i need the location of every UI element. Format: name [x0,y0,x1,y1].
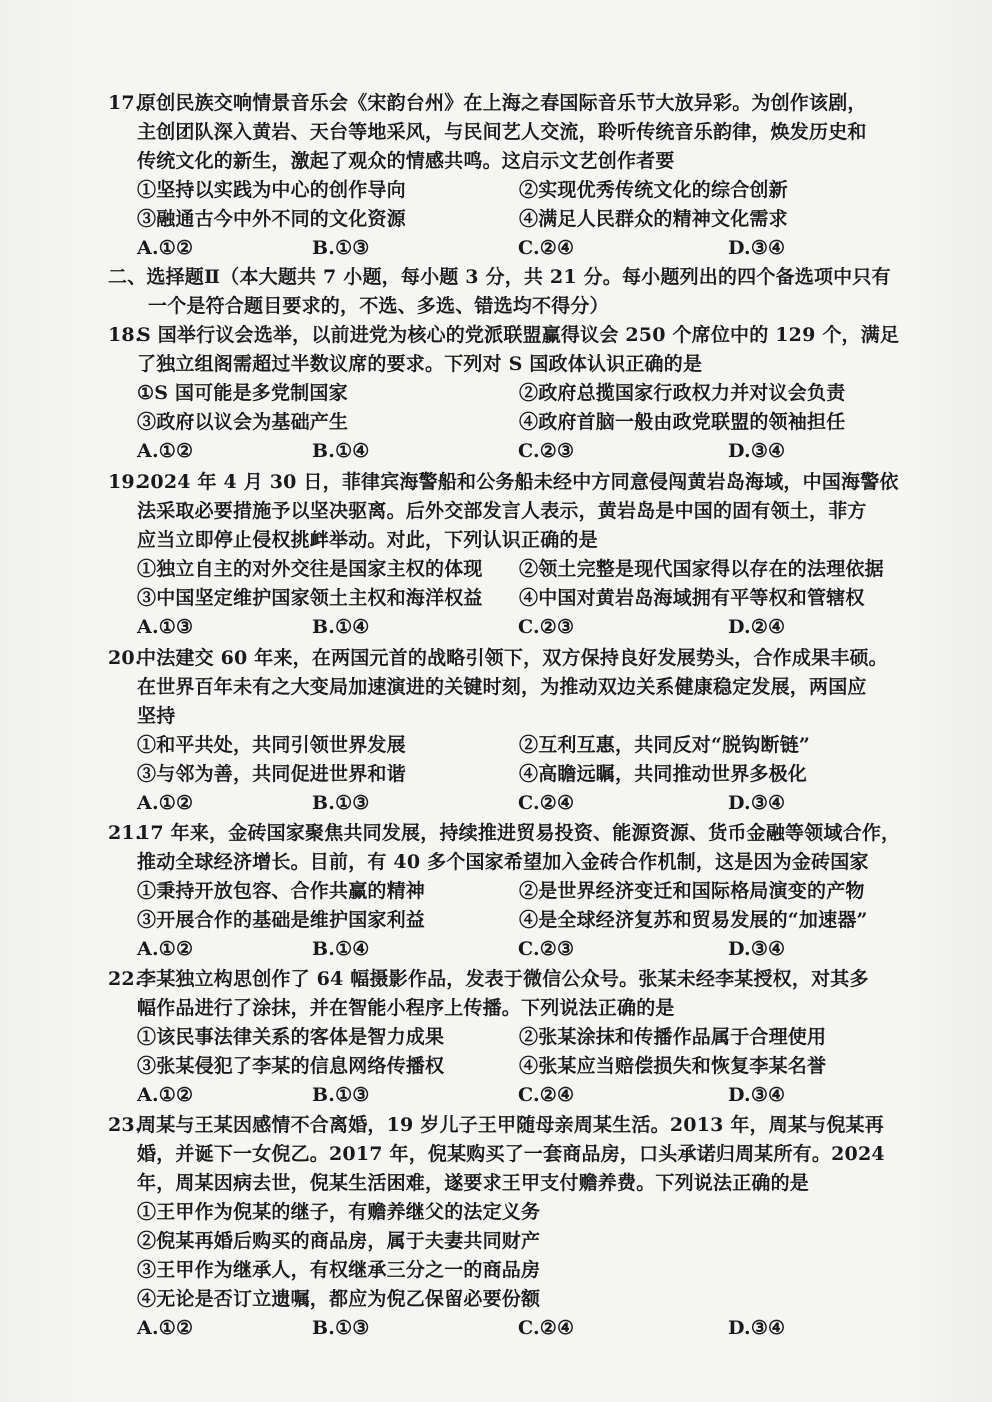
question-text-line: 年，周某因病去世，倪某生活困难，遂要求王甲支付赡养费。下列说法正确的是 [137,1172,810,1194]
answer-d: D.③④ [728,792,786,814]
question-number: 22. [108,968,142,990]
question-text-line: 在世界百年未有之大变局加速演进的关键时刻，为推动双边关系健康稳定发展，两国应 [137,676,867,698]
answer-a: A.①② [137,1317,194,1339]
answer-d: D.③④ [728,237,786,259]
answer-c: C.②③ [518,616,575,638]
question-text-line: 17 年来，金砖国家聚焦共同发展，持续推进贸易投资、能源资源、货币金融等领域合作， [137,822,901,844]
answer-d: D.③④ [728,938,786,960]
answer-c: C.②④ [518,1084,575,1106]
question-text-line: 法采取必要措施予以坚决驱离。后外交部发言人表示，黄岩岛是中国的固有领土，菲方 [137,500,867,522]
question-text-line: 中法建交 60 年来，在两国元首的战略引领下，双方保持良好发展势头，合作成果丰硕。 [137,647,888,669]
option-4: ④无论是否订立遗嘱，都应为倪乙保留必要份额 [137,1288,541,1310]
answer-a: A.①③ [137,616,194,638]
answer-b: B.①④ [312,440,370,462]
option-2: ②是世界经济变迁和国际格局演变的产物 [519,880,865,902]
question-text-line: 原创民族交响情景音乐会《宋韵台州》在上海之春国际音乐节大放异彩。为创作该剧， [137,92,867,114]
option-1: ①王甲作为倪某的继子，有赡养继父的法定义务 [137,1201,541,1223]
answer-a: A.①② [137,938,194,960]
answer-a: A.①② [137,792,194,814]
option-1: ①秉持开放包容、合作共赢的精神 [137,880,426,902]
answer-b: B.①③ [312,237,370,259]
option-2: ②倪某再婚后购买的商品房，属于夫妻共同财产 [137,1230,541,1252]
option-2: ②政府总揽国家行政权力并对议会负责 [519,382,846,404]
answer-c: C.②④ [518,237,575,259]
option-4: ④是全球经济复苏和贸易发展的“加速器” [519,909,868,931]
answer-b: B.①④ [312,938,370,960]
answer-d: D.②④ [728,616,786,638]
section-heading-line: 二、选择题Ⅱ（本大题共 7 小题，每小题 3 分，共 21 分。每小题列出的四个备选项中只有 [108,266,891,288]
option-3: ③中国坚定维护国家领土主权和海洋权益 [137,587,483,609]
answer-d: D.③④ [728,1317,786,1339]
option-2: ②张某涂抹和传播作品属于合理使用 [519,1026,827,1048]
option-4: ④高瞻远瞩，共同推动世界多极化 [519,763,808,785]
option-4: ④中国对黄岩岛海域拥有平等权和管辖权 [519,587,865,609]
option-3: ③王甲作为继承人，有权继承三分之一的商品房 [137,1259,541,1281]
question-text-line: 应当立即停止侵权挑衅举动。对此，下列认识正确的是 [137,529,598,551]
question-text-line: 传统文化的新生，激起了观众的情感共鸣。这启示文艺创作者要 [137,150,675,172]
question-number: 19. [108,471,142,493]
option-1: ①和平共处，共同引领世界发展 [137,734,406,756]
answer-c: C.②③ [518,938,575,960]
answer-b: B.①③ [312,792,370,814]
question-text-line: 幅作品进行了涂抹，并在智能小程序上传播。下列说法正确的是 [137,997,675,1019]
option-3: ③张某侵犯了李某的信息网络传播权 [137,1055,445,1077]
option-2: ②领土完整是现代国家得以存在的法理依据 [519,558,884,580]
option-4: ④政府首脑一般由政党联盟的领袖担任 [519,411,846,433]
question-text-line: 了独立组阁需超过半数议席的要求。下列对 S 国政体认识正确的是 [137,353,703,375]
answer-a: A.①② [137,440,194,462]
answer-c: C.②③ [518,440,575,462]
answer-d: D.③④ [728,440,786,462]
question-number: 17. [108,92,142,114]
question-text-line: 婚，并诞下一女倪乙。2017 年，倪某购买了一套商品房，口头承诺归周某所有。2024 [137,1143,885,1165]
answer-b: B.①③ [312,1084,370,1106]
option-4: ④满足人民群众的精神文化需求 [519,208,788,230]
question-number: 23. [108,1114,142,1136]
option-1: ①S 国可能是多党制国家 [137,382,348,404]
option-3: ③开展合作的基础是维护国家利益 [137,909,426,931]
option-3: ③与邻为善，共同促进世界和谐 [137,763,406,785]
option-1: ①该民事法律关系的客体是智力成果 [137,1026,445,1048]
question-number: 21. [108,822,142,844]
question-text-line: 坚持 [137,705,176,727]
question-text-line: S 国举行议会选举，以前进党为核心的党派联盟赢得议会 250 个席位中的 129 个，满足 [137,324,900,346]
option-1: ①独立自主的对外交往是国家主权的体现 [137,558,483,580]
question-text-line: 推动全球经济增长。目前，有 40 多个国家希望加入金砖合作机制，这是因为金砖国家 [137,851,869,873]
option-3: ③融通古今中外不同的文化资源 [137,208,406,230]
answer-c: C.②④ [518,792,575,814]
option-4: ④张某应当赔偿损失和恢复李某名誉 [519,1055,827,1077]
answer-b: B.①③ [312,1317,370,1339]
option-2: ②互利互惠，共同反对“脱钩断链” [519,734,811,756]
section-heading-line: 一个是符合题目要求的，不选、多选、错选均不得分） [148,295,609,317]
question-text-line: 李某独立构思创作了 64 幅摄影作品，发表于微信公众号。张某未经李某授权，对其多 [137,968,869,990]
answer-b: B.①④ [312,616,370,638]
question-number: 20. [108,647,142,669]
answer-a: A.①② [137,1084,194,1106]
option-3: ③政府以议会为基础产生 [137,411,349,433]
answer-a: A.①② [137,237,194,259]
option-1: ①坚持以实践为中心的创作导向 [137,179,406,201]
question-text-line: 周某与王某因感情不合离婚，19 岁儿子王甲随母亲周某生活。2013 年，周某与倪某再 [137,1114,884,1136]
answer-d: D.③④ [728,1084,786,1106]
question-number: 18. [108,324,142,346]
question-text-line: 主创团队深入黄岩、天台等地采风，与民间艺人交流，聆听传统音乐韵律，焕发历史和 [137,121,867,143]
option-2: ②实现优秀传统文化的综合创新 [519,179,788,201]
answer-c: C.②④ [518,1317,575,1339]
question-text-line: 2024 年 4 月 30 日，菲律宾海警船和公务船未经中方同意侵闯黄岩岛海域，中国海警依 [137,471,899,493]
